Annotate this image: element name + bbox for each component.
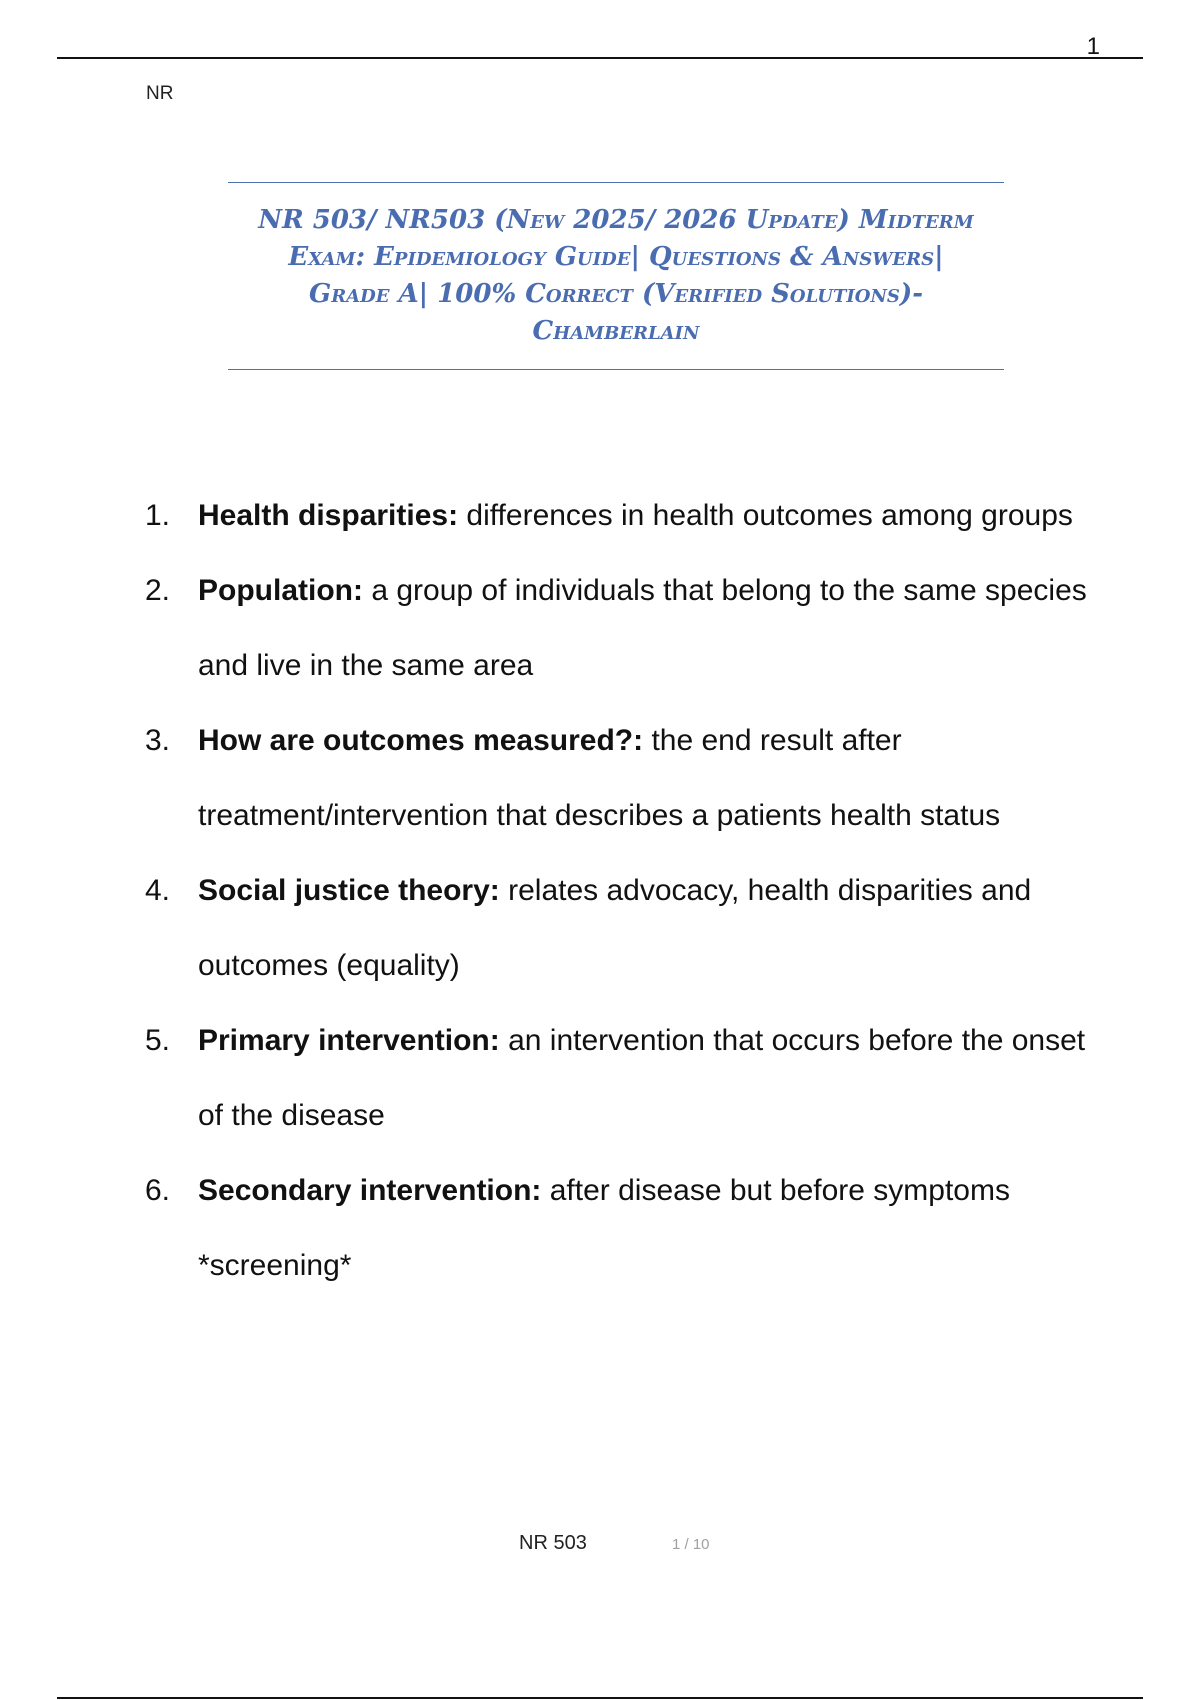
list-item [145, 703, 1095, 853]
list-item [145, 853, 1095, 1003]
header-label: NR [146, 83, 174, 104]
item-term: Population: [198, 574, 363, 607]
item-definition: the end result after treatment/intervention that describes a patients health status [198, 724, 1001, 832]
item-definition: a group of individuals that belong to the same species and live in the same area [198, 574, 1087, 682]
item-number: 6. [145, 1174, 171, 1207]
page-footer [0, 1532, 1200, 1556]
item-number: 4. [145, 874, 171, 907]
page-indicator: 1 / 10 [672, 1536, 710, 1553]
item-definition: an intervention that occurs before the onset of the disease [198, 1024, 1086, 1132]
list-item [145, 1003, 1095, 1153]
document-title: NR 503/ NR503 (New 2025/ 2026 Update) Midterm Exam: Epidemiology Guide| Questions & Answers| Grade A| 100% Correct (Verified Solutions)- Chamberlain [258, 205, 974, 346]
item-term: Primary intervention: [198, 1024, 500, 1057]
item-term: Social justice theory: [198, 874, 500, 907]
list-item [145, 553, 1095, 703]
item-term: Health disparities: [198, 499, 459, 532]
top-rule [57, 57, 1143, 59]
item-term: Secondary intervention: [198, 1174, 542, 1207]
bottom-rule [57, 1697, 1143, 1699]
item-definition: after disease but before symptoms *screening* [198, 1174, 1010, 1282]
list-item [145, 1153, 1095, 1303]
item-number: 3. [145, 724, 171, 757]
title-box [228, 182, 1004, 370]
item-term: How are outcomes measured?: [198, 724, 644, 757]
item-definition: relates advocacy, health disparities and outcomes (equality) [198, 874, 1032, 982]
page-number: 1 [1086, 33, 1100, 60]
list-item [145, 478, 1095, 553]
item-number: 1. [145, 499, 171, 532]
item-number: 2. [145, 574, 171, 607]
definition-list [145, 478, 1095, 1303]
footer-course: NR 503 [519, 1532, 587, 1554]
item-number: 5. [145, 1024, 171, 1057]
item-definition: differences in health outcomes among groups [458, 499, 1073, 532]
